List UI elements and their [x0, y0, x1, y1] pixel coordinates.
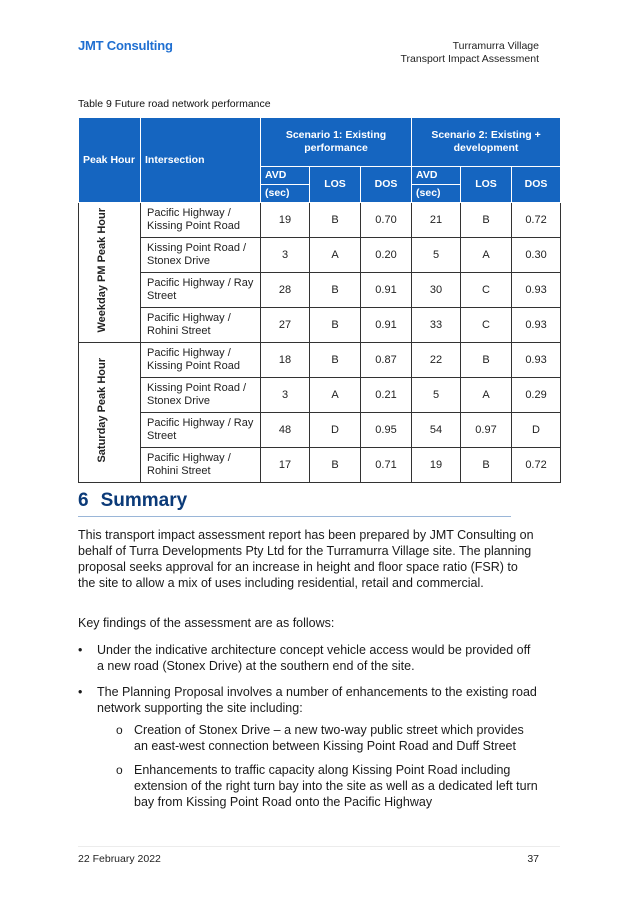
avd-cell: 19 — [412, 448, 461, 483]
finding-text: Under the indicative architecture concept vehicle access would be provided off a new road (Stonex Drive) at the southern end of the site. — [97, 643, 531, 673]
header-los-1: LOS — [310, 167, 361, 203]
key-findings-list — [78, 642, 538, 820]
section-number: 6 — [78, 490, 89, 511]
header-dos-2: DOS — [512, 167, 561, 203]
dos-cell: 0.93 — [512, 273, 561, 308]
peak-hour-label: Weekday PM Peak Hour — [95, 208, 108, 333]
dos-cell: 0.70 — [361, 203, 412, 238]
avd-cell: 3 — [261, 378, 310, 413]
avd-cell: 19 — [261, 203, 310, 238]
key-findings-intro: Key findings of the assessment are as follows: — [78, 616, 335, 630]
dos-cell: 0.29 — [512, 378, 561, 413]
page-number: 37 — [527, 853, 539, 865]
los-cell: B — [310, 448, 361, 483]
intersection-cell: Pacific Highway / Kissing Point Road — [141, 203, 261, 238]
dos-cell: 0.72 — [512, 203, 561, 238]
dos-cell: 0.93 — [512, 308, 561, 343]
table-caption: Table 9 Future road network performance — [78, 98, 271, 110]
los-cell: D — [310, 413, 361, 448]
project-name: Turramurra Village — [452, 40, 539, 52]
avd-cell: 54 — [412, 413, 461, 448]
peak-hour-weekday — [79, 203, 141, 343]
los-cell: B — [310, 203, 361, 238]
intersection-cell: Pacific Highway / Rohini Street — [141, 448, 261, 483]
dos-cell: 0.93 — [512, 343, 561, 378]
avd-cell: 22 — [412, 343, 461, 378]
intersection-cell: Pacific Highway / Kissing Point Road — [141, 343, 261, 378]
company-logo: JMT Consulting — [78, 38, 173, 53]
section-title: Summary — [100, 490, 188, 511]
peak-hour-label: Saturday Peak Hour — [95, 358, 108, 463]
document-type: Transport Impact Assessment — [400, 53, 539, 65]
avd-cell: 17 — [261, 448, 310, 483]
avd-cell: 3 — [261, 238, 310, 273]
los-cell: C — [461, 308, 512, 343]
dos-cell: 0.95 — [361, 413, 412, 448]
header-avd-1: AVD — [261, 167, 310, 185]
finding-text: The Planning Proposal involves a number of enhancements to the existing road network supporting the site including: — [97, 685, 537, 715]
avd-cell: 30 — [412, 273, 461, 308]
header-scenario-2: Scenario 2: Existing + development — [412, 118, 561, 167]
los-cell: B — [461, 448, 512, 483]
header-los-2: LOS — [461, 167, 512, 203]
intersection-cell: Kissing Point Road / Stonex Drive — [141, 378, 261, 413]
summary-paragraph: This transport impact assessment report has been prepared by JMT Consulting on behalf of Turra Developments Pty Ltd for the Turramurra Village site. The planning proposal seeks approval for an increase in height and floor space ratio (FSR) to the site to allow a mix of uses including residential, retail and commercial. — [78, 528, 534, 590]
header-sec-1: (sec) — [261, 185, 310, 203]
los-cell: B — [461, 203, 512, 238]
footer-divider — [78, 846, 560, 847]
dos-cell: 0.87 — [361, 343, 412, 378]
header-avd-2: AVD — [412, 167, 461, 185]
dos-cell: 0.71 — [361, 448, 412, 483]
avd-cell: 33 — [412, 308, 461, 343]
enhancement-text: Enhancements to traffic capacity along Kissing Point Road including extension of the right turn bay into the site as well as a dedicated left turn bay from Kissing Point Road onto the Pacific Highway — [134, 763, 538, 809]
intersection-cell: Kissing Point Road / Stonex Drive — [141, 238, 261, 273]
list-item — [116, 722, 538, 754]
enhancement-text: Creation of Stonex Drive – a new two-way public street which provides an east-west connection between Kissing Point Road and Duff Street — [134, 723, 524, 753]
los-cell: 0.97 — [461, 413, 512, 448]
los-cell: B — [310, 343, 361, 378]
los-cell: B — [310, 308, 361, 343]
list-item — [116, 762, 538, 810]
header-sec-2: (sec) — [412, 185, 461, 203]
los-cell: B — [310, 273, 361, 308]
los-cell: A — [461, 238, 512, 273]
table-row — [79, 203, 561, 238]
header-intersection: Intersection — [141, 118, 261, 203]
intersection-cell: Pacific Highway / Ray Street — [141, 273, 261, 308]
list-item — [78, 642, 538, 674]
dos-cell: 0.91 — [361, 308, 412, 343]
table-row — [79, 343, 561, 378]
avd-cell: 28 — [261, 273, 310, 308]
table-row — [79, 413, 561, 448]
avd-cell: 5 — [412, 238, 461, 273]
intersection-cell: Pacific Highway / Rohini Street — [141, 308, 261, 343]
dos-cell: 0.72 — [512, 448, 561, 483]
dos-cell: 0.91 — [361, 273, 412, 308]
dos-cell: 0.21 — [361, 378, 412, 413]
dos-cell: 0.20 — [361, 238, 412, 273]
avd-cell: 48 — [261, 413, 310, 448]
los-cell: A — [310, 238, 361, 273]
document-header-title — [401, 40, 540, 66]
avd-cell: 27 — [261, 308, 310, 343]
avd-cell: 21 — [412, 203, 461, 238]
peak-hour-saturday — [79, 343, 141, 483]
section-heading — [78, 490, 511, 517]
table-row — [79, 448, 561, 483]
footer-date: 22 February 2022 — [78, 853, 161, 865]
intersection-cell: Pacific Highway / Ray Street — [141, 413, 261, 448]
header-dos-1: DOS — [361, 167, 412, 203]
road-network-performance-table — [78, 117, 561, 483]
los-cell: A — [310, 378, 361, 413]
header-scenario-1: Scenario 1: Existing performance — [261, 118, 412, 167]
dos-cell: D — [512, 413, 561, 448]
avd-cell: 5 — [412, 378, 461, 413]
los-cell: B — [461, 343, 512, 378]
table-row — [79, 273, 561, 308]
table-row — [79, 238, 561, 273]
dos-cell: 0.30 — [512, 238, 561, 273]
enhancements-list — [97, 722, 538, 810]
avd-cell: 18 — [261, 343, 310, 378]
los-cell: C — [461, 273, 512, 308]
table-row — [79, 308, 561, 343]
table-row — [79, 378, 561, 413]
los-cell: A — [461, 378, 512, 413]
list-item — [78, 684, 538, 810]
header-peak-hour: Peak Hour — [79, 118, 141, 203]
